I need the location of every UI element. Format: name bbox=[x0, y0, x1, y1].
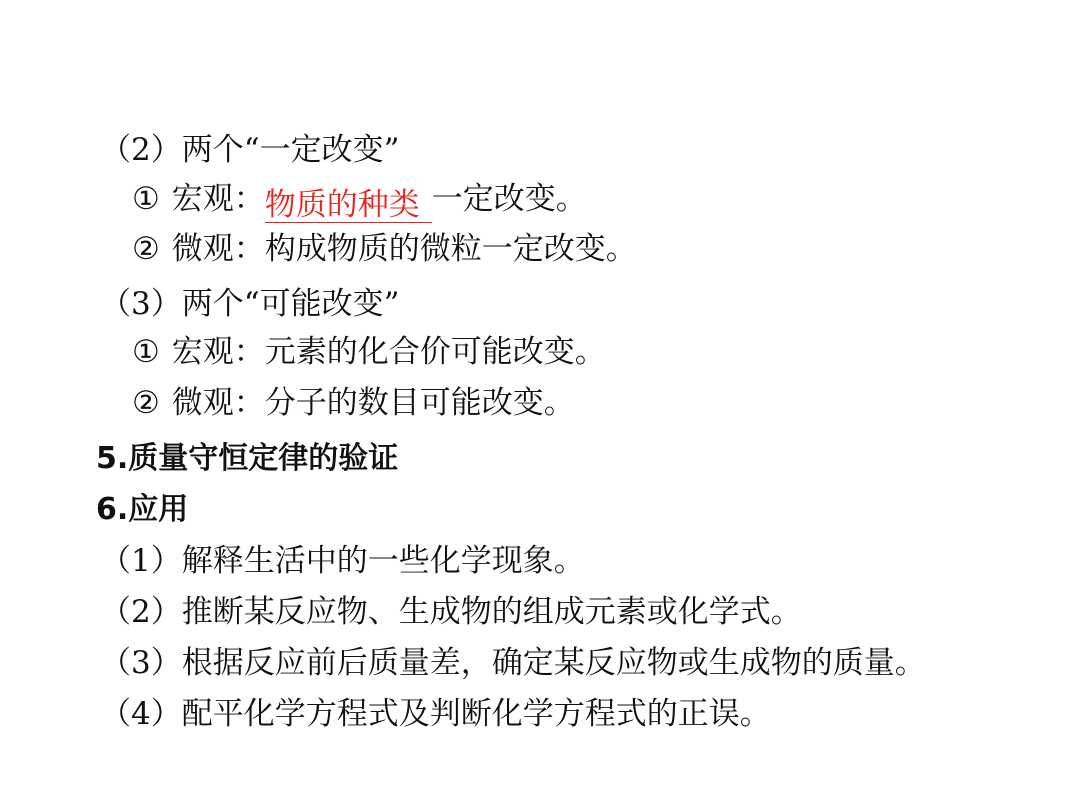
micro-possible-change-line bbox=[132, 383, 575, 423]
circled-number-2: ② bbox=[132, 231, 160, 267]
micro-definite-change-line bbox=[132, 229, 637, 269]
answer-blank: 物质的种类 bbox=[265, 188, 432, 223]
application-item-2: （2）推断某反应物、生成物的组成元素或化学式。 bbox=[100, 594, 802, 630]
section-heading-application: 6.应用 bbox=[96, 492, 189, 527]
application-item-1: （1）解释生活中的一些化学现象。 bbox=[100, 543, 585, 579]
application-item-4: （4）配平化学方程式及判断化学方程式的正误。 bbox=[100, 696, 771, 732]
macro-possible-text: 宏观：元素的化合价可能改变。 bbox=[171, 334, 606, 370]
micro-possible-text: 微观：分子的数目可能改变。 bbox=[171, 385, 575, 421]
subheading-two-definite-changes: （2）两个“一定改变” bbox=[100, 132, 400, 168]
circled-number-1: ① bbox=[132, 181, 160, 217]
macro-definite-change-line bbox=[132, 179, 587, 223]
application-item-3: （3）根据反应前后质量差，确定某反应物或生成物的质量。 bbox=[100, 645, 926, 681]
section-heading-verification: 5.质量守恒定律的验证 bbox=[96, 441, 399, 476]
macro-label: 宏观： bbox=[171, 181, 265, 217]
macro-possible-change-line bbox=[132, 332, 606, 372]
subheading-two-possible-changes: （3）两个“可能改变” bbox=[100, 286, 400, 322]
micro-definite-text: 微观：构成物质的微粒一定改变。 bbox=[171, 231, 637, 267]
circled-number-1: ① bbox=[132, 334, 160, 370]
macro-rest: 一定改变。 bbox=[431, 181, 587, 217]
circled-number-2: ② bbox=[132, 385, 160, 421]
